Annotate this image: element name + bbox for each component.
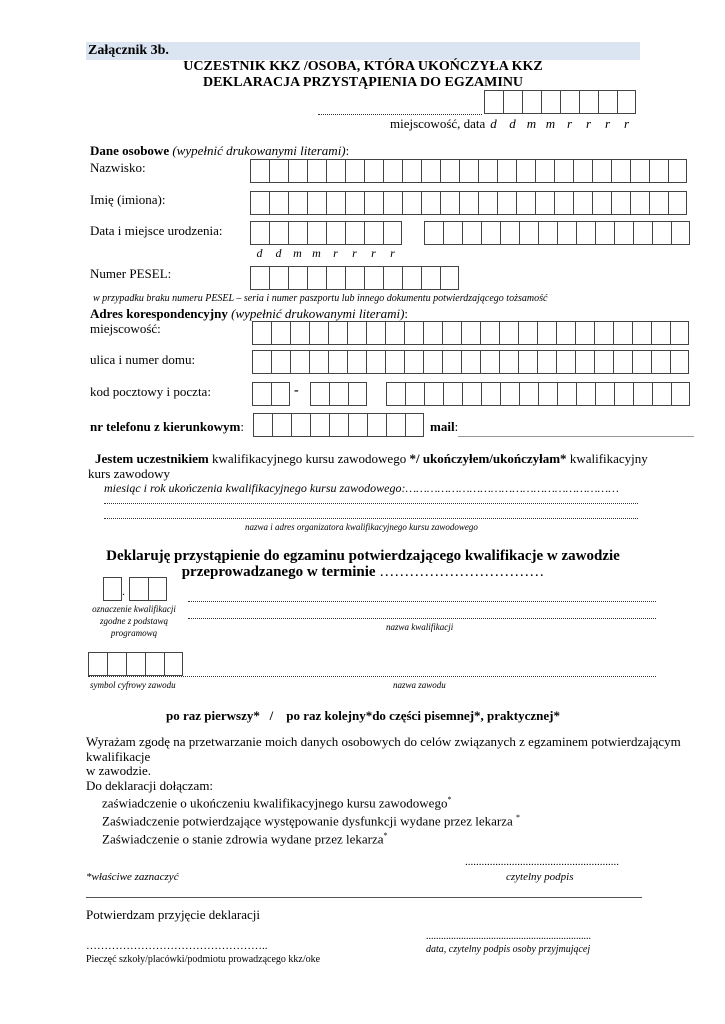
attachment-item: zaświadczenie o ukończeniu kwalifikacyjnego kursu zawodowego*	[102, 795, 452, 811]
mark-note: *właściwe zaznaczyć	[86, 871, 179, 883]
place-date-label: miejscowość, data	[390, 116, 486, 131]
qualification-name-caption: nazwa kwalifikacji	[386, 622, 454, 632]
signature-caption: czytelny podpis	[506, 871, 574, 883]
mail-input-line[interactable]	[458, 436, 694, 437]
post-office-boxes[interactable]	[386, 382, 690, 406]
form-title-line1: UCZESTNIK KKZ /OSOBA, KTÓRA UKOŃCZYŁA KKZ	[183, 59, 543, 74]
birth-date-boxes[interactable]	[250, 221, 402, 245]
profession-name-caption: nazwa zawodu	[393, 680, 446, 690]
firstname-boxes[interactable]	[250, 191, 687, 215]
profession-symbol-caption: symbol cyfrowy zawodu	[90, 680, 176, 690]
surname-label: Nazwisko:	[90, 160, 146, 175]
firstname-label: Imię (imiona):	[90, 192, 166, 207]
qualification-code-boxes-a[interactable]	[103, 577, 122, 601]
date-cell[interactable]	[617, 90, 636, 114]
phone-boxes[interactable]	[253, 413, 424, 437]
month-year-label: miesiąc i rok ukończenia kwalifikacyjnego kursu zawodowego:……………………………………………………	[104, 481, 619, 495]
address-heading: Adres korespondencyjny (wypełnić drukowanymi literami):	[90, 306, 409, 321]
annex-label: Załącznik 3b.	[88, 43, 169, 58]
pesel-note: w przypadku braku numeru PESEL – seria i numer paszportu lub innego dokumentu potwierdzającego tożsamość	[93, 293, 548, 304]
course-status-line: Jestem uczestnikiem kwalifikacyjnego kursu zawodowego */ ukończyłem/ukończyłam* kwalifikacyjny	[95, 451, 648, 466]
annex-bar	[86, 42, 640, 60]
consent-line3: w zawodzie.	[86, 763, 151, 778]
phone-label: nr telefonu z kierunkowym:	[90, 419, 244, 434]
date-cell[interactable]	[598, 90, 617, 114]
receiver-dots[interactable]: ..................................................................	[426, 931, 591, 942]
street-boxes[interactable]	[252, 350, 689, 374]
postal-code-boxes-a[interactable]	[252, 382, 290, 406]
attempt-line: po raz pierwszy* / po raz kolejny*do części pisemnej*, praktycznej*	[166, 708, 560, 723]
street-label: ulica i numer domu:	[90, 352, 196, 367]
profession-symbol-boxes[interactable]	[88, 652, 183, 676]
date-cell[interactable]	[484, 90, 503, 114]
symbol-underline	[88, 676, 656, 677]
attachments-label: Do deklaracji dołączam:	[86, 777, 214, 793]
postal-label: kod pocztowy i poczta:	[90, 384, 211, 399]
birth-label: Data i miejsce urodzenia:	[90, 223, 223, 238]
date-cell[interactable]	[579, 90, 598, 114]
postal-code-boxes-b[interactable]	[310, 382, 367, 406]
pesel-label: Numer PESEL:	[90, 266, 172, 281]
personal-data-heading: Dane osobowe (wypełnić drukowanymi literami):	[90, 143, 350, 158]
date-cell[interactable]	[522, 90, 541, 114]
organizer-line-1[interactable]	[104, 503, 638, 504]
postal-dash: -	[294, 383, 299, 398]
surname-boxes[interactable]	[250, 159, 687, 183]
form-title-line2: DEKLARACJA PRZYSTĄPIENIA DO EGZAMINU	[202, 75, 524, 90]
attachment-item: Zaświadczenie potwierdzające występowanie dysfunkcji wydane przez lekarza *	[102, 812, 520, 829]
qualification-name-line-1[interactable]	[188, 601, 656, 602]
mail-label: mail:	[430, 419, 459, 434]
stamp-caption: Pieczęć szkoły/placówki/podmiotu prowadzącego kkz/oke	[86, 954, 321, 965]
date-boxes[interactable]	[484, 90, 636, 114]
receiver-caption: data, czytelny podpis osoby przyjmującej	[426, 944, 591, 955]
date-cell[interactable]	[541, 90, 560, 114]
declaration-line2: przeprowadzanego w terminie ……………………………	[181, 564, 545, 580]
declaration-line1: Deklaruję przystąpienie do egzaminu potwierdzającego kwalifikacje w zawodzie	[106, 548, 620, 564]
footer-divider	[86, 897, 642, 898]
stamp-dots[interactable]: …………………………………………..	[86, 940, 268, 952]
course-status-line2: kurs zawodowy	[88, 466, 170, 481]
city-boxes[interactable]	[252, 321, 689, 345]
birth-date-pattern: d d m m r r r r	[256, 246, 395, 260]
organizer-line-2[interactable]	[104, 518, 638, 519]
date-cell[interactable]	[503, 90, 522, 114]
qualification-name-line-2[interactable]	[188, 618, 656, 619]
birth-place-boxes[interactable]	[424, 221, 690, 245]
consent-block	[86, 735, 681, 846]
city-label: miejscowość:	[90, 321, 161, 336]
signature-dots[interactable]: ........................................................	[465, 856, 619, 868]
consent-line1: Wyrażam zgodę na przetwarzanie moich danych osobowych do celów związanych z egzaminem potwierdzającym	[86, 734, 681, 749]
qualification-code-caption: oznaczenie kwalifikacji zgodne z podstawą programową	[92, 604, 176, 638]
date-pattern: d d m m r r r r	[490, 116, 630, 131]
date-cell[interactable]	[560, 90, 579, 114]
place-date-line[interactable]	[318, 114, 482, 115]
organizer-caption: nazwa i adres organizatora kwalifikacyjnego kursu zawodowego	[245, 522, 478, 532]
pesel-boxes[interactable]	[250, 266, 459, 290]
attachment-item: Zaświadczenie o stanie zdrowia wydane przez lekarza*	[102, 830, 388, 846]
qualification-code-dot: .	[122, 584, 125, 598]
qualification-code-boxes-b[interactable]	[129, 577, 167, 601]
consent-line2: kwalifikacje	[86, 748, 151, 764]
confirm-label: Potwierdzam przyjęcie deklaracji	[86, 907, 260, 922]
